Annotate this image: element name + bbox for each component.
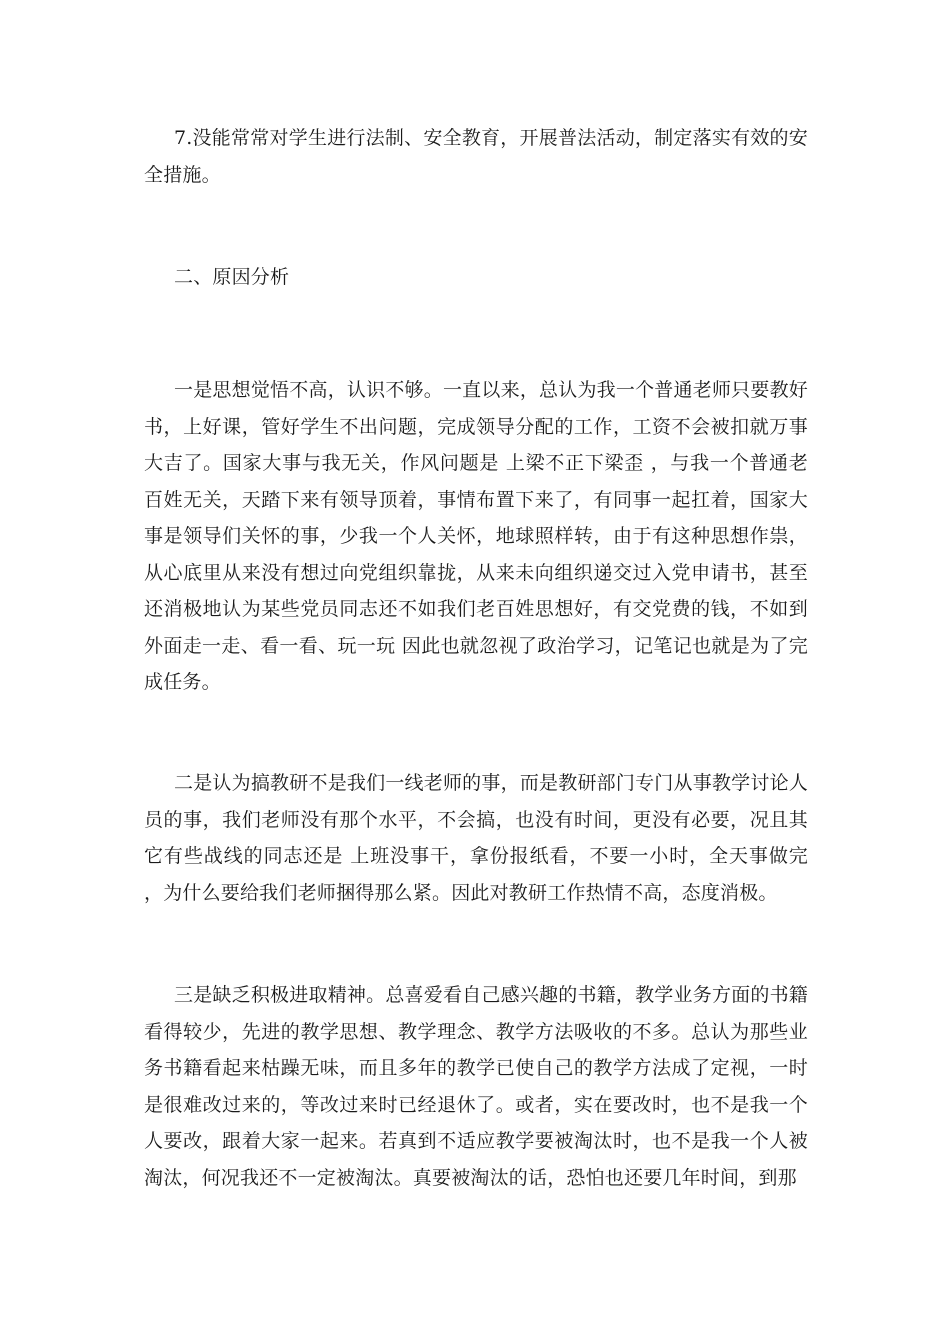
paragraph-item-7: 7.没能常常对学生进行法制、安全教育，开展普法活动，制定落实有效的安全措施。 [144, 127, 808, 186]
paragraph-cause-1: 一是思想觉悟不高，认识不够。一直以来，总认为我一个普通老师只要教好书，上好课，管好学生不出问题，完成领导分配的工作，工资不会被扣就万事大吉了。国家大事与我无关，作风问题是 上梁不正下梁歪 ，与我一个普通老百姓无关，天踏下来有领导顶着，事情布置下来了，有同事一起扛着，国家大事是领导们关怀的事，少我一个人关怀，地球照样转，由于有这种思想作祟，从心底里从来没有想过向党组织靠拢，从来未向组织递交过入党申请书，甚至还消极地认为某些党员同志还不如我们老百姓思想好，有交党费的钱，不如到外面走一走、看一看、玩一玩 因此也就忽视了政治学习，记笔记也就是为了完成任务。 [144, 379, 808, 693]
section-heading-cause-analysis: 二、原因分析 [174, 266, 290, 288]
paragraph-cause-3: 三是缺乏积极进取精神。总喜爱看自己感兴趣的书籍，教学业务方面的书籍看得较少，先进的教学思想、教学理念、教学方法吸收的不多。总认为那些业务书籍看起来枯躁无味，而且多年的教学已使自己的教学方法成了定视，一时是很难改过来的，等改过来时已经退休了。或者，实在要改时，也不是我一个人要改，跟着大家一起来。若真到不适应教学要被淘汰时，也不是我一个人被淘汰，何况我还不一定被淘汰。真要被淘汰的话，恐怕也还要几年时间，到那 [144, 984, 808, 1189]
paragraph-cause-2: 二是认为搞教研不是我们一线老师的事，而是教研部门专门从事教学讨论人员的事，我们老师没有那个水平，不会搞，也没有时间，更没有必要，况且其它有些战线的同志还是 上班没事干，拿份报纸看，不要一小时，全天事做完 ，为什么要给我们老师捆得那么紧。因此对教研工作热情不高，态度消极。 [144, 772, 808, 904]
